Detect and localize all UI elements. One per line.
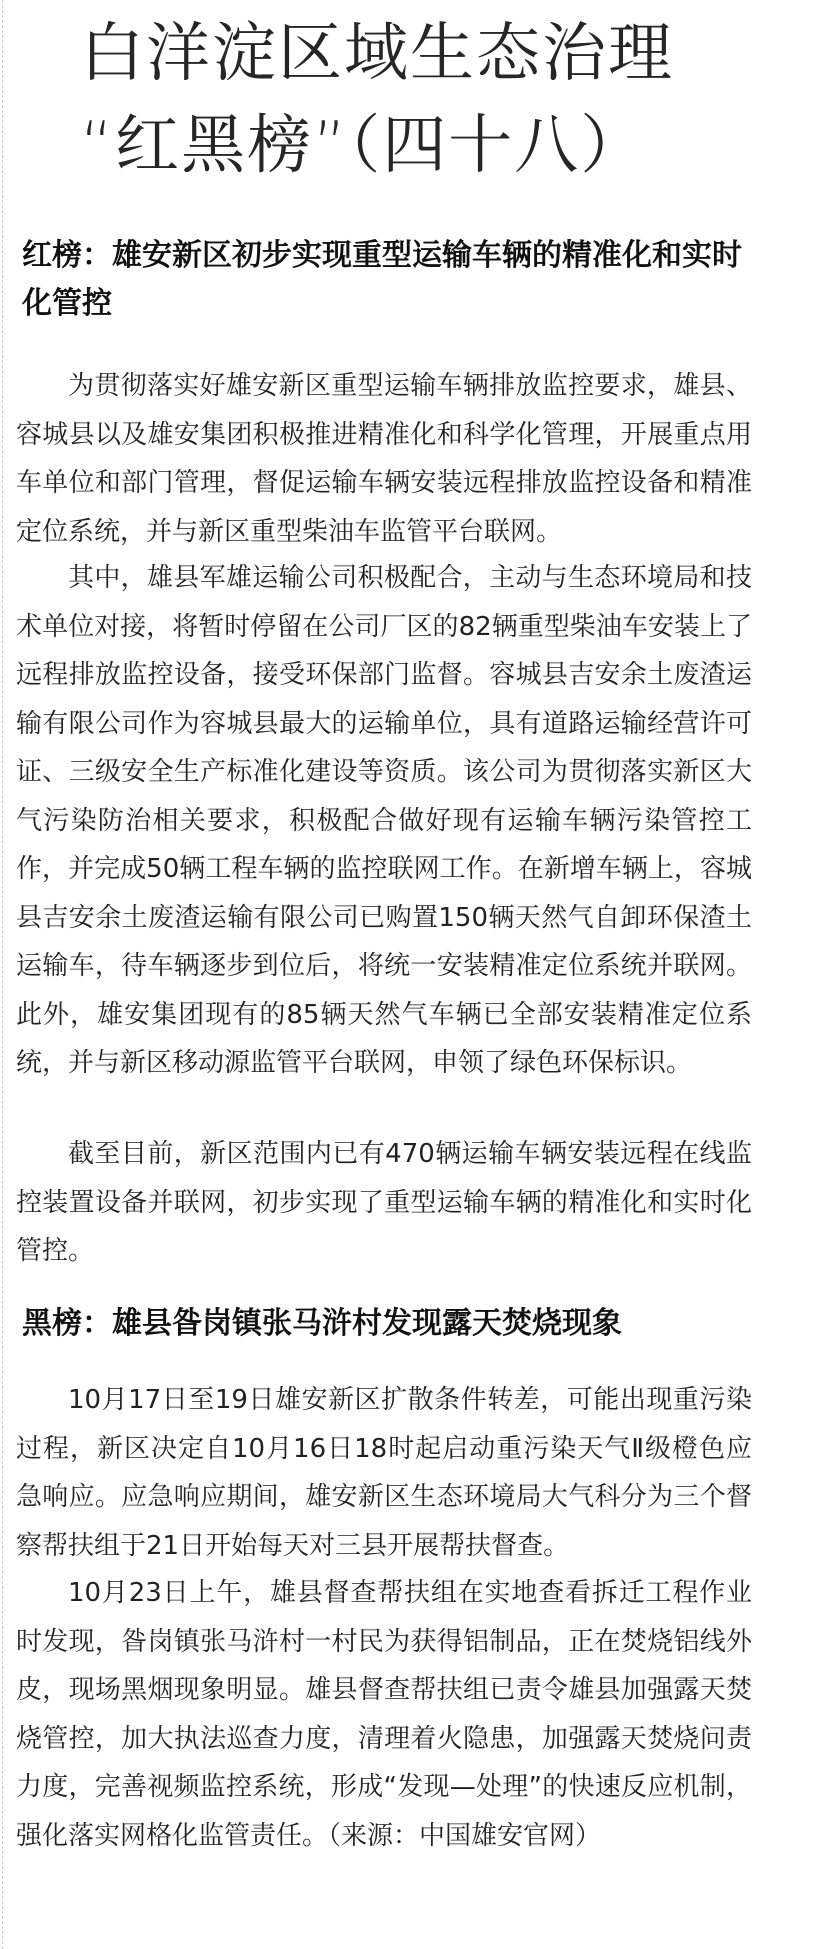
red-list-paragraph-3: 截至目前，新区范围内已有470辆运输车辆安装远程在线监控装置设备并联网，初步实现了重型运输车辆的精准化和实时化管控。 — [16, 1139, 752, 1266]
page-title-line-2: “红黑榜”（四十八） — [80, 109, 647, 183]
black-list-paragraph-2: 10月23日上午，雄县督查帮扶组在实地查看拆迁工程作业时发现，昝岗镇张马浒村一村民为获得铝制品，正在焚烧铝线外皮，现场黑烟现象明显。雄县督查帮扶组已责令雄县加强露天焚烧管控，加大执法巡查力度，清理着火隐患，加强露天焚烧问责力度，完善视频监控系统，形成“发现—处理”的快速反应机制，强化落实网格化监管责任。（来源：中国雄安官网） — [16, 1578, 752, 1851]
left-margin-rule — [2, 0, 3, 1949]
black-list-paragraph-1: 10月17日至19日雄安新区扩散条件转差，可能出现重污染过程，新区决定自10月16日18时起启动重污染天气Ⅱ级橙色应急响应。应急响应期间，雄安新区生态环境局大气科分为三个督察帮扶组于21日开始每天对三县开展帮扶督查。 — [16, 1385, 752, 1561]
black-list-heading: 黑榜：雄县昝岗镇张马浒村发现露天焚烧现象 — [22, 1306, 622, 1341]
red-list-paragraph-1: 为贯彻落实好雄安新区重型运输车辆排放监控要求，雄县、容城县以及雄安集团积极推进精准化和科学化管理，开展重点用车单位和部门管理，督促运输车辆安装远程排放监控设备和精准定位系统，并与新区重型柴油车监管平台联网。 — [16, 371, 752, 547]
page-title — [80, 8, 780, 192]
page-title-line-1: 白洋淀区域生态治理 — [80, 17, 674, 91]
red-list-paragraph-2: 其中，雄县军雄运输公司积极配合，主动与生态环境局和技术单位对接，将暂时停留在公司厂区的82辆重型柴油车安装上了远程排放监控设备，接受环保部门监督。容城县吉安余土废渣运输有限公司作为容城县最大的运输单位，具有道路运输经营许可证、三级安全生产标准化建设等资质。该公司为贯彻落实新区大气污染防治相关要求，积极配合做好现有运输车辆污染管控工作，并完成50辆工程车辆的监控联网工作。在新增车辆上，容城县吉安余土废渣运输有限公司已购置150辆天然气自卸环保渣土运输车，待车辆逐步到位后，将统一安装精准定位系统并联网。此外，雄安集团现有的85辆天然气车辆已全部安装精准定位系统，并与新区移动源监管平台联网，申领了绿色环保标识。 — [16, 563, 752, 1078]
red-list-heading: 红榜：雄安新区初步实现重型运输车辆的精准化和实时化管控 — [22, 238, 742, 321]
